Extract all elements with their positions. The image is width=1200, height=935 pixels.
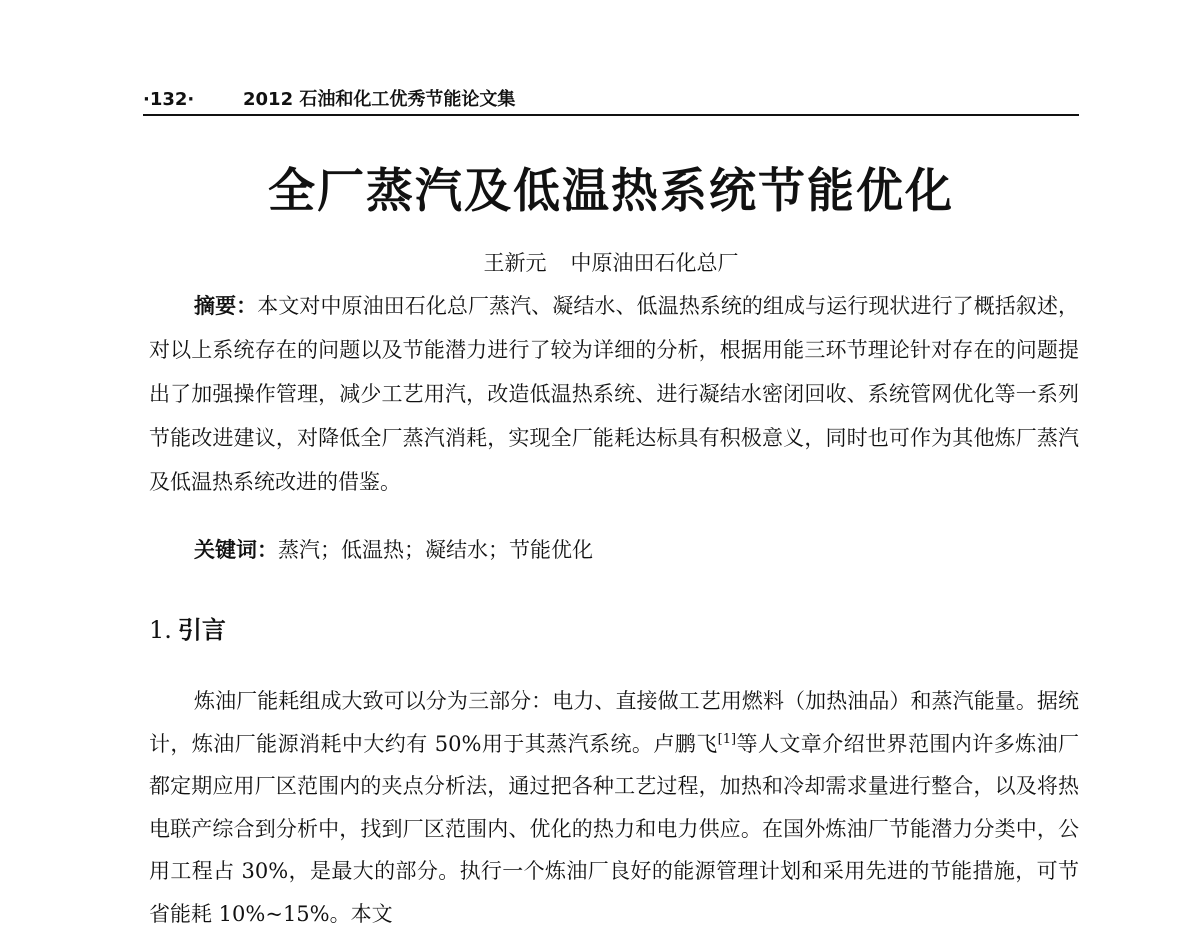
abstract-label: 摘要： (194, 294, 258, 318)
keywords-label: 关键词： (194, 538, 278, 562)
author-line (143, 248, 1079, 278)
section-heading (149, 612, 226, 648)
keywords-text: 蒸汽；低温热；凝结水；节能优化 (278, 538, 593, 562)
collection-title: 2012 石油和化工优秀节能论文集 (243, 89, 516, 110)
section-number: 1. (149, 616, 172, 644)
author-affiliation: 中原油田石化总厂 (570, 251, 739, 275)
paper-title: 全厂蒸汽及低温热系统节能优化 (268, 164, 954, 219)
running-header (143, 86, 1079, 116)
body-paragraph (149, 680, 1079, 935)
body-text-part2: 等人文章介绍世界范围内许多炼油厂都定期应用厂区范围内的夹点分析法，通过把各种工艺过程，加热和冷却需求量进行整合，以及将热电联产综合到分析中，找到厂区范围内、优化的热力和电力供应。在国外炼油厂节能潜力分类中，公用工程占 30%，是最大的部分。执行一个炼油厂良好的能源管理计划和采用先进的节能措施，可节省能耗 10%~15%。本文 (149, 731, 1080, 926)
author-name: 王新元 (483, 251, 547, 275)
page-number: ·132· (143, 89, 195, 110)
abstract (149, 284, 1079, 504)
body-text-part1: 炼油厂能耗组成大致可以分为三部分：电力、直接做工艺用燃料（加热油品）和蒸汽能量。据统计，炼油厂能源消耗中大约有 50%用于其蒸汽系统。卢鹏飞 (149, 689, 1079, 756)
section-title: 引言 (177, 616, 226, 644)
keywords (194, 532, 1079, 568)
citation-marker: [1] (717, 731, 737, 747)
abstract-text: 本文对中原油田石化总厂蒸汽、凝结水、低温热系统的组成与运行现状进行了概括叙述，对以上系统存在的问题以及节能潜力进行了较为详细的分析，根据用能三环节理论针对存在的问题提出了加强操作管理，减少工艺用汽，改造低温热系统、进行凝结水密闭回收、系统管网优化等一系列节能改进建议，对降低全厂蒸汽消耗，实现全厂能耗达标具有积极意义，同时也可作为其他炼厂蒸汽及低温热系统改进的借鉴。 (149, 294, 1080, 494)
